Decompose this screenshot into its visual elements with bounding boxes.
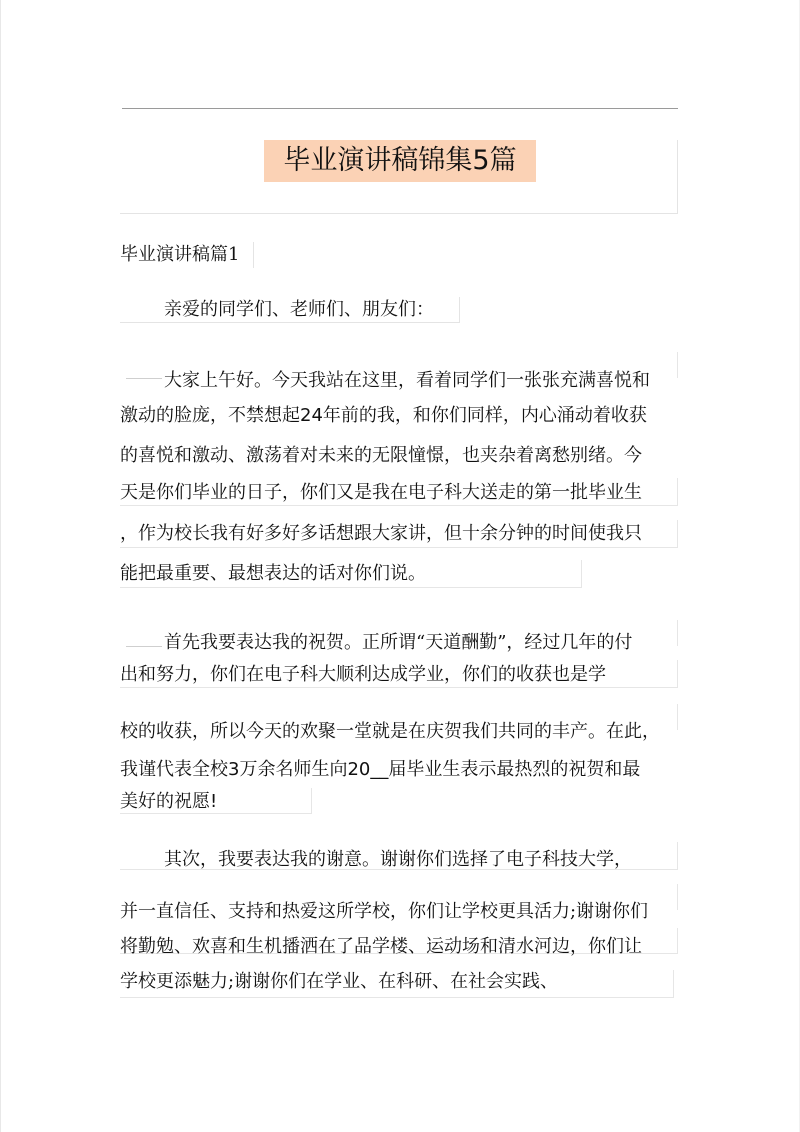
paragraph-line: 首先我要表达我的祝贺。正所谓“天道酬勤”，经过几年的付 bbox=[164, 632, 633, 653]
document-title: 毕业演讲稿锦集5篇 bbox=[264, 140, 536, 182]
text-run: 我谨代表全校 bbox=[120, 759, 228, 780]
number-run: 20__ bbox=[347, 759, 389, 780]
paragraph-line: 大家上午好。今天我站在这里，看着同学们一张张充满喜悦和 bbox=[164, 370, 650, 391]
number-run: ! bbox=[210, 791, 218, 812]
section-heading: 毕业演讲稿篇1 bbox=[120, 242, 254, 268]
text-run: 美好的祝愿 bbox=[120, 791, 210, 812]
text-run: 激动的脸庞，不禁想起 bbox=[120, 405, 300, 426]
paragraph-line: 能把最重要、最想表达的话对你们说。 bbox=[120, 563, 426, 584]
header-rule bbox=[122, 108, 678, 109]
greeting-line: 亲爱的同学们、老师们、朋友们： bbox=[120, 297, 460, 323]
paragraph-line: 将勤勉、欢喜和生机播洒在了品学楼、运动场和清水河边，你们让 bbox=[120, 936, 642, 957]
text-run: 届毕业生表示最热烈的祝贺和最 bbox=[388, 759, 641, 780]
paragraph-line: ，作为校长我有好多好多话想跟大家讲，但十余分钟的时间使我只 bbox=[120, 523, 642, 544]
paragraph-line: 校的收获，所以今天的欢聚一堂就是在庆贺我们共同的丰产。在此， bbox=[120, 721, 660, 742]
paragraph-line: 天是你们毕业的日子，你们又是我在电子科大送走的第一批毕业生 bbox=[120, 482, 642, 503]
paragraph-line: 的喜悦和激动、激荡着对未来的无限憧憬，也夹杂着离愁别绪。今 bbox=[120, 445, 642, 466]
paragraph-line bbox=[120, 403, 647, 429]
number-run: 3 bbox=[228, 759, 240, 780]
number-run: 24 bbox=[300, 405, 323, 426]
paragraph-line: 学校更添魅力;谢谢你们在学业、在科研、在社会实践、 bbox=[120, 971, 559, 992]
paragraph-line bbox=[120, 789, 217, 815]
paragraph-line bbox=[120, 757, 640, 783]
paragraph-line: 其次，我要表达我的谢意。谢谢你们选择了电子科技大学， bbox=[164, 849, 632, 870]
paragraph-line: 出和努力，你们在电子科大顺利达成学业，你们的收获也是学 bbox=[120, 664, 606, 685]
text-run: 年前的我，和你们同样，内心涌动着收获 bbox=[322, 405, 647, 426]
paragraph-line: 并一直信任、支持和热爱这所学校，你们让学校更具活力;谢谢你们 bbox=[120, 901, 649, 922]
text-run: 万余名师生向 bbox=[239, 759, 348, 780]
